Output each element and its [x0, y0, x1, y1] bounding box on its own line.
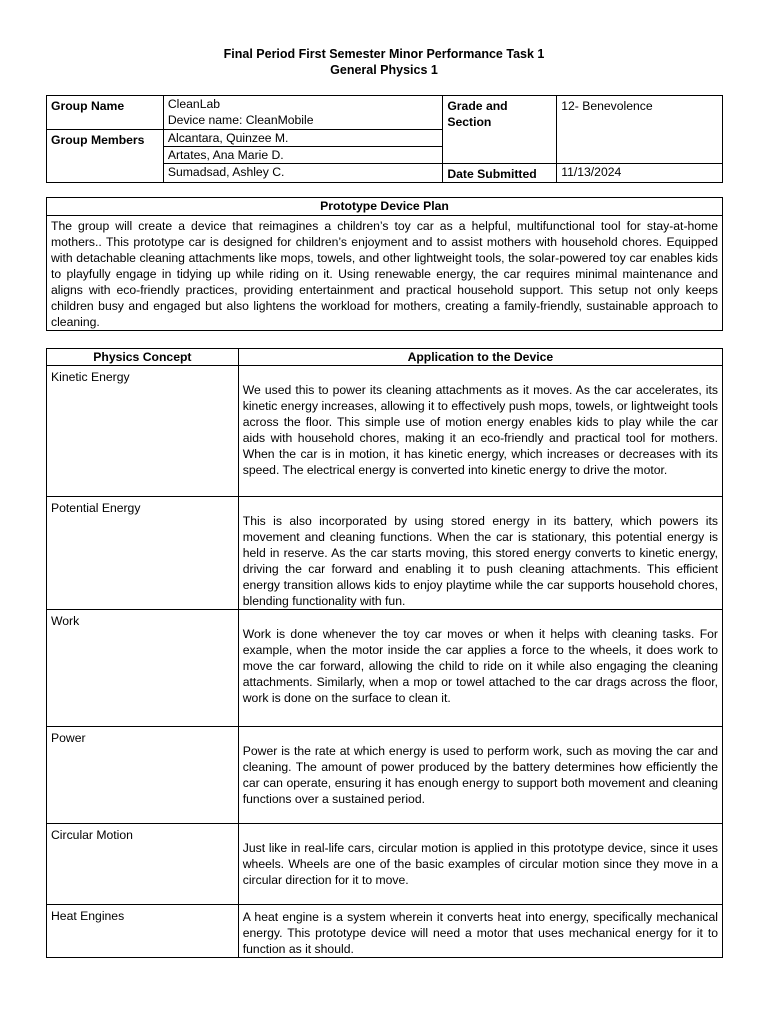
document-subtitle: General Physics 1	[330, 63, 438, 77]
group-members-label: Group Members	[47, 130, 164, 183]
concept-cell: Heat Engines	[47, 905, 239, 958]
application-text: Just like in real-life cars, circular motion is applied in this prototype device, since it uses wheels. Wheels are one of the basic examples of circular motion since they move in a circular direction for it to move.	[242, 841, 718, 887]
member-2: Artates, Ana Marie D.	[163, 147, 442, 164]
physics-header-row	[47, 349, 723, 366]
table-row	[47, 905, 723, 958]
application-cell	[238, 727, 722, 824]
prototype-plan-text: The group will create a device that reimagines a children’s toy car as a helpful, multifunctional tool for stay-at-home mothers.. This prototype car is designed for children’s enjoyment and to assist mothers with household chores. Equipped with detachable cleaning attachments like mops, towels, and other lightweight tools, the solar-powered toy car enables kids to playfully engage in tidying up while riding on it. Using renewable energy, the car requires minimal maintenance and aligns with eco-friendly practices, providing entertainment and practical household support. This setup not only keeps children busy and engaged but also lightens the workload for mothers, creating a family-friendly, sustainable approach to cleaning.	[47, 216, 723, 331]
application-text: This is also incorporated by using stored energy in its battery, which powers its movement and cleaning functions. When the car is stationary, this potential energy is held in reserve. As the car starts moving, this stored energy converts to kinetic energy, driving the car forward and enabling it to push cleaning attachments. This efficient energy transition allows kids to enjoy playtime while the car supports household chores, blending functionality with fun.	[242, 514, 718, 608]
document-header	[0, 46, 768, 78]
concept-cell: Kinetic Energy	[47, 366, 239, 497]
application-text: Work is done whenever the toy car moves or when it helps with cleaning tasks. For example, when the motor inside the car applies a force to the wheels, it does work to move the car forward, allowing the child to ride on it while also engaging the cleaning attachments. Similarly, when a mop or towel attached to the car drags across the floor, work is done on the surface to clean it.	[242, 627, 718, 705]
document-title: Final Period First Semester Minor Performance Task 1	[223, 47, 545, 61]
group-name-label: Group Name	[47, 96, 164, 130]
date-submitted-label: Date Submitted	[443, 164, 557, 183]
table-row	[47, 727, 723, 824]
application-cell	[238, 824, 722, 905]
group-name-row	[47, 96, 723, 130]
table-row	[47, 824, 723, 905]
table-row	[47, 497, 723, 610]
member-3: Sumadsad, Ashley C.	[163, 164, 442, 183]
application-cell	[238, 366, 722, 497]
physics-concept-header: Physics Concept	[47, 349, 239, 366]
member-1: Alcantara, Quinzee M.	[163, 130, 442, 147]
grade-section-value: 12- Benevolence	[557, 96, 723, 164]
grade-section-label: Grade and Section	[443, 96, 557, 164]
application-text: We used this to power its cleaning attachments as it moves. As the car accelerates, its kinetic energy increases, allowing it to effectively push mops, towels, or lightweight tools across the floor. This simple use of motion energy enables kids to play while the car aids with household chores, making it an eco-friendly and practical tool for mothers. When the car is in motion, it has kinetic energy, which increases or decreases with its speed. The electrical energy is converted into kinetic energy to drive the motor.	[242, 383, 718, 477]
table-row	[47, 366, 723, 497]
application-text: A heat engine is a system wherein it converts heat into energy, specifically mechanical energy. This prototype device will need a motor that uses mechanical energy for it to function as it should.	[242, 910, 718, 956]
device-name-value: Device name: CleanMobile	[167, 113, 314, 127]
concept-cell: Power	[47, 727, 239, 824]
application-cell	[238, 497, 722, 610]
application-text: Power is the rate at which energy is used to perform work, such as moving the car and cleaning. The amount of power produced by the battery determines how efficiently the car can operate, ensuring it has enough energy to support both movement and cleaning functions over a sustained period.	[242, 744, 718, 806]
application-header: Application to the Device	[238, 349, 722, 366]
concept-cell: Work	[47, 610, 239, 727]
table-row	[47, 610, 723, 727]
concept-cell: Circular Motion	[47, 824, 239, 905]
group-name-cell	[163, 96, 442, 130]
concept-cell: Potential Energy	[47, 497, 239, 610]
application-cell	[238, 610, 722, 727]
prototype-plan-heading: Prototype Device Plan	[47, 198, 723, 216]
prototype-plan-table	[46, 197, 723, 331]
physics-concepts-table	[46, 348, 723, 958]
group-name-value: CleanLab	[167, 97, 221, 111]
date-submitted-value: 11/13/2024	[557, 164, 723, 183]
application-cell	[238, 905, 722, 958]
group-info-table	[46, 95, 723, 183]
